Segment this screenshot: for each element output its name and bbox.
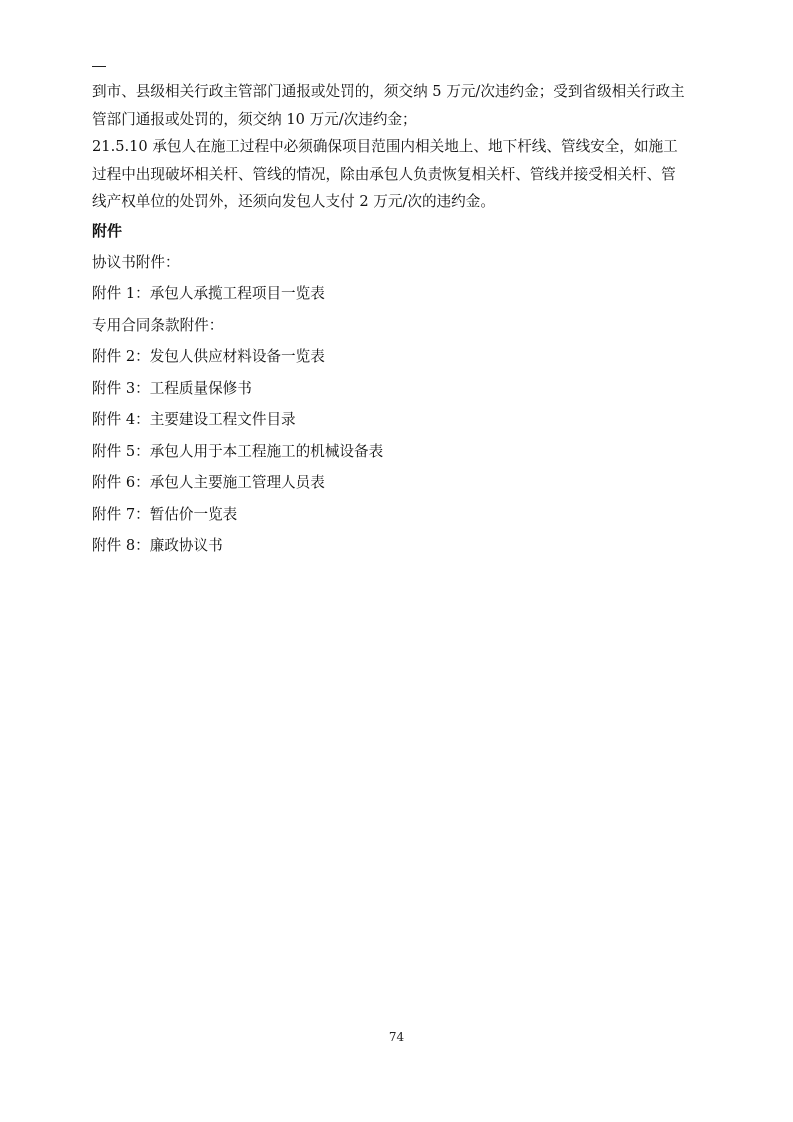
attachment-item: 附件 7：暂估价一览表 — [92, 505, 238, 523]
penalty-paragraph-line: 到市、县级相关行政主管部门通报或处罚的，须交纳 5 万元/次违约金；受到省级相关行政主 — [92, 83, 685, 100]
page-number: 74 — [388, 1030, 405, 1044]
attachment-item: 附件 3：工程质量保修书 — [92, 379, 252, 397]
attachment-item: 附件 8：廉政协议书 — [92, 537, 223, 554]
attachment-item: 附件 6：承包人主要施工管理人员表 — [92, 474, 325, 491]
clause-21-5-10-line: 线产权单位的处罚外，还须向发包人支付 2 万元/次的违约金。 — [92, 193, 495, 210]
attachment-item: 附件 5：承包人用于本工程施工的机械设备表 — [92, 442, 384, 460]
top-dash-mark — [92, 66, 106, 67]
clause-21-5-10-line: 过程中出现破坏相关杆、管线的情况，除由承包人负责恢复相关杆、管线并接受相关杆、管 — [92, 165, 676, 183]
attachment-item: 附件 4：主要建设工程文件目录 — [92, 411, 296, 428]
special-terms-attachments-label: 专用合同条款附件： — [92, 316, 224, 334]
attachments-heading: 附件 — [92, 221, 123, 240]
penalty-paragraph-line: 管部门通报或处罚的，须交纳 10 万元/次违约金； — [92, 110, 417, 128]
attachment-item: 附件 1：承包人承揽工程项目一览表 — [92, 285, 325, 302]
clause-21-5-10-line: 21.5.10 承包人在施工过程中必须确保项目范围内相关地上、地下杆线、管线安全，如施工 — [92, 138, 678, 155]
agreement-attachments-label: 协议书附件： — [92, 253, 180, 271]
attachment-item: 附件 2：发包人供应材料设备一览表 — [92, 348, 325, 365]
page-content — [92, 78, 742, 562]
